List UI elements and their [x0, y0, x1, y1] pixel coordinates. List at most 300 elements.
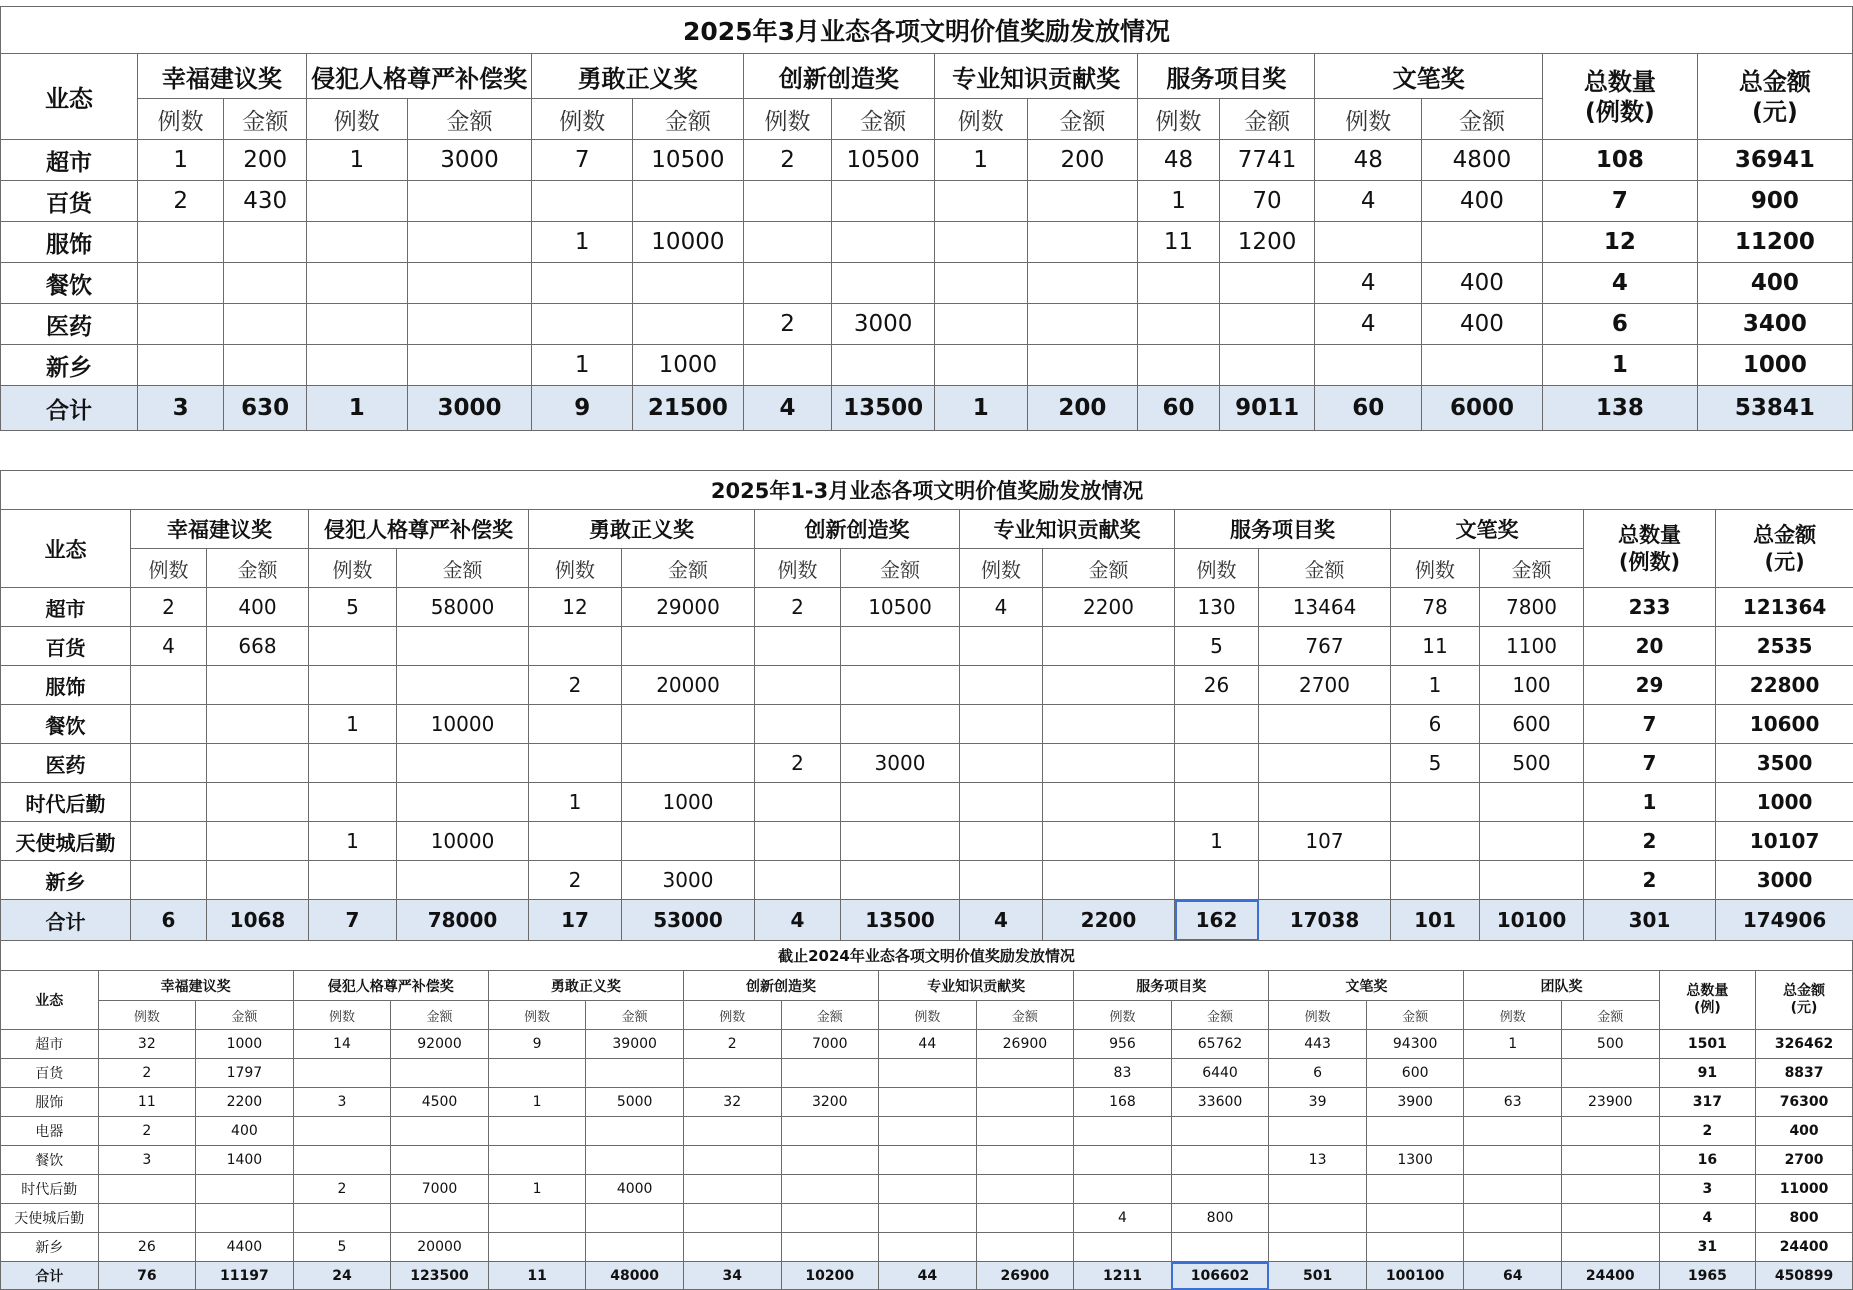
data-cell[interactable]: 1 — [488, 1088, 586, 1117]
data-cell[interactable] — [1027, 181, 1138, 222]
data-cell[interactable] — [781, 1059, 879, 1088]
data-cell[interactable] — [1259, 861, 1391, 900]
data-cell[interactable] — [1175, 861, 1259, 900]
data-cell[interactable]: 1 — [309, 705, 397, 744]
data-cell[interactable] — [207, 861, 309, 900]
total-amount-cell[interactable]: 2700 — [1756, 1146, 1853, 1175]
data-cell[interactable] — [1269, 1117, 1367, 1146]
data-cell[interactable] — [196, 1204, 294, 1233]
data-cell[interactable]: 7000 — [391, 1175, 489, 1204]
data-cell[interactable] — [306, 304, 407, 345]
data-cell[interactable]: 2 — [529, 861, 622, 900]
data-cell[interactable]: 1 — [532, 222, 633, 263]
data-cell[interactable] — [1562, 1175, 1660, 1204]
data-cell[interactable]: 83 — [1074, 1059, 1172, 1088]
data-cell[interactable] — [131, 705, 207, 744]
data-cell[interactable] — [755, 627, 841, 666]
data-cell[interactable] — [1074, 1233, 1172, 1262]
total-cell[interactable]: 1 — [306, 386, 407, 431]
data-cell[interactable] — [586, 1233, 684, 1262]
data-cell[interactable] — [1219, 304, 1315, 345]
data-cell[interactable] — [1219, 263, 1315, 304]
data-cell[interactable] — [1562, 1233, 1660, 1262]
data-cell[interactable] — [934, 304, 1027, 345]
total-cell[interactable]: 13500 — [841, 900, 960, 941]
data-cell[interactable] — [1480, 861, 1584, 900]
total-cell[interactable]: 4 — [960, 900, 1043, 941]
data-cell[interactable]: 26 — [1175, 666, 1259, 705]
data-cell[interactable]: 2 — [137, 181, 224, 222]
total-amount-cell[interactable]: 11000 — [1756, 1175, 1853, 1204]
data-cell[interactable] — [1027, 304, 1138, 345]
total-count-cell[interactable]: 91 — [1659, 1059, 1756, 1088]
data-cell[interactable] — [529, 705, 622, 744]
data-cell[interactable]: 5 — [309, 588, 397, 627]
data-cell[interactable]: 2 — [743, 140, 832, 181]
data-cell[interactable]: 48 — [1315, 140, 1422, 181]
total-cell[interactable]: 162 — [1175, 900, 1259, 941]
data-cell[interactable] — [960, 783, 1043, 822]
data-cell[interactable]: 1 — [1138, 181, 1220, 222]
data-cell[interactable]: 4 — [1315, 304, 1422, 345]
data-cell[interactable]: 4 — [1315, 181, 1422, 222]
data-cell[interactable] — [1171, 1175, 1269, 1204]
data-cell[interactable] — [1269, 1175, 1367, 1204]
data-cell[interactable] — [683, 1175, 781, 1204]
data-cell[interactable] — [781, 1146, 879, 1175]
data-cell[interactable]: 1400 — [196, 1146, 294, 1175]
data-cell[interactable] — [532, 304, 633, 345]
data-cell[interactable] — [196, 1175, 294, 1204]
total-count-cell[interactable]: 6 — [1542, 304, 1697, 345]
data-cell[interactable] — [755, 822, 841, 861]
data-cell[interactable]: 3000 — [622, 861, 755, 900]
total-amount-cell[interactable]: 800 — [1756, 1204, 1853, 1233]
data-cell[interactable] — [781, 1233, 879, 1262]
data-cell[interactable] — [960, 861, 1043, 900]
data-cell[interactable] — [960, 744, 1043, 783]
data-cell[interactable] — [1562, 1146, 1660, 1175]
data-cell[interactable] — [832, 345, 935, 386]
data-cell[interactable] — [586, 1059, 684, 1088]
total-count-cell[interactable]: 29 — [1584, 666, 1716, 705]
total-amount-cell[interactable]: 3400 — [1697, 304, 1852, 345]
total-count-cell[interactable]: 233 — [1584, 588, 1716, 627]
data-cell[interactable] — [1315, 345, 1422, 386]
data-cell[interactable]: 2200 — [1043, 588, 1175, 627]
total-count-cell[interactable]: 2 — [1659, 1117, 1756, 1146]
data-cell[interactable] — [1464, 1117, 1562, 1146]
data-cell[interactable] — [488, 1204, 586, 1233]
data-cell[interactable] — [1074, 1117, 1172, 1146]
data-cell[interactable] — [293, 1146, 391, 1175]
data-cell[interactable] — [207, 783, 309, 822]
total-amount-cell[interactable]: 174906 — [1716, 900, 1853, 941]
data-cell[interactable]: 9 — [488, 1030, 586, 1059]
data-cell[interactable]: 10000 — [397, 822, 529, 861]
data-cell[interactable] — [841, 705, 960, 744]
data-cell[interactable]: 70 — [1219, 181, 1315, 222]
data-cell[interactable] — [1422, 345, 1543, 386]
data-cell[interactable]: 2200 — [196, 1088, 294, 1117]
data-cell[interactable]: 26900 — [976, 1030, 1074, 1059]
data-cell[interactable]: 1 — [1391, 666, 1480, 705]
data-cell[interactable] — [397, 744, 529, 783]
data-cell[interactable]: 3 — [293, 1088, 391, 1117]
total-cell[interactable]: 6 — [131, 900, 207, 941]
data-cell[interactable]: 956 — [1074, 1030, 1172, 1059]
data-cell[interactable] — [1562, 1204, 1660, 1233]
data-cell[interactable] — [622, 705, 755, 744]
total-count-cell[interactable]: 7 — [1584, 705, 1716, 744]
data-cell[interactable]: 39000 — [586, 1030, 684, 1059]
data-cell[interactable]: 1 — [529, 783, 622, 822]
data-cell[interactable] — [1464, 1175, 1562, 1204]
data-cell[interactable] — [633, 263, 744, 304]
data-cell[interactable]: 1000 — [622, 783, 755, 822]
data-cell[interactable]: 1 — [306, 140, 407, 181]
total-count-cell[interactable]: 7 — [1542, 181, 1697, 222]
data-cell[interactable] — [488, 1059, 586, 1088]
data-cell[interactable] — [1175, 783, 1259, 822]
data-cell[interactable]: 7800 — [1480, 588, 1584, 627]
data-cell[interactable] — [683, 1059, 781, 1088]
data-cell[interactable]: 20000 — [622, 666, 755, 705]
data-cell[interactable]: 23900 — [1562, 1088, 1660, 1117]
data-cell[interactable]: 1 — [309, 822, 397, 861]
total-amount-cell[interactable]: 36941 — [1697, 140, 1852, 181]
data-cell[interactable] — [397, 783, 529, 822]
total-cell[interactable]: 10100 — [1480, 900, 1584, 941]
data-cell[interactable] — [960, 627, 1043, 666]
data-cell[interactable]: 400 — [1422, 304, 1543, 345]
data-cell[interactable] — [1175, 744, 1259, 783]
total-cell[interactable]: 13500 — [832, 386, 935, 431]
data-cell[interactable] — [976, 1088, 1074, 1117]
data-cell[interactable] — [1043, 783, 1175, 822]
data-cell[interactable] — [391, 1059, 489, 1088]
data-cell[interactable]: 11 — [98, 1088, 196, 1117]
data-cell[interactable] — [1138, 345, 1220, 386]
data-cell[interactable] — [1259, 705, 1391, 744]
total-count-cell[interactable]: 1965 — [1659, 1262, 1756, 1290]
data-cell[interactable]: 3000 — [832, 304, 935, 345]
data-cell[interactable] — [960, 705, 1043, 744]
data-cell[interactable]: 2 — [529, 666, 622, 705]
data-cell[interactable]: 32 — [683, 1088, 781, 1117]
data-cell[interactable]: 200 — [224, 140, 307, 181]
total-cell[interactable]: 6000 — [1422, 386, 1543, 431]
total-count-cell[interactable]: 317 — [1659, 1088, 1756, 1117]
data-cell[interactable]: 5 — [293, 1233, 391, 1262]
data-cell[interactable] — [781, 1117, 879, 1146]
total-count-cell[interactable]: 31 — [1659, 1233, 1756, 1262]
data-cell[interactable]: 130 — [1175, 588, 1259, 627]
total-cell[interactable]: 3000 — [407, 386, 532, 431]
data-cell[interactable] — [309, 861, 397, 900]
data-cell[interactable] — [407, 222, 532, 263]
data-cell[interactable]: 26 — [98, 1233, 196, 1262]
data-cell[interactable] — [683, 1233, 781, 1262]
data-cell[interactable] — [1171, 1233, 1269, 1262]
data-cell[interactable]: 3000 — [407, 140, 532, 181]
data-cell[interactable] — [755, 705, 841, 744]
data-cell[interactable]: 48 — [1138, 140, 1220, 181]
data-cell[interactable]: 3 — [98, 1146, 196, 1175]
data-cell[interactable]: 4400 — [196, 1233, 294, 1262]
data-cell[interactable] — [224, 263, 307, 304]
total-amount-cell[interactable]: 400 — [1756, 1117, 1853, 1146]
total-cell[interactable]: 200 — [1027, 386, 1138, 431]
data-cell[interactable] — [397, 627, 529, 666]
total-count-cell[interactable]: 2 — [1584, 822, 1716, 861]
data-cell[interactable] — [1422, 222, 1543, 263]
data-cell[interactable] — [137, 222, 224, 263]
data-cell[interactable] — [1366, 1204, 1464, 1233]
data-cell[interactable]: 1797 — [196, 1059, 294, 1088]
data-cell[interactable] — [1027, 222, 1138, 263]
total-cell[interactable]: 11197 — [196, 1262, 294, 1290]
data-cell[interactable]: 668 — [207, 627, 309, 666]
data-cell[interactable] — [1043, 666, 1175, 705]
data-cell[interactable] — [934, 222, 1027, 263]
data-cell[interactable] — [1027, 263, 1138, 304]
data-cell[interactable] — [1391, 822, 1480, 861]
data-cell[interactable]: 1 — [934, 140, 1027, 181]
data-cell[interactable] — [1464, 1204, 1562, 1233]
data-cell[interactable]: 63 — [1464, 1088, 1562, 1117]
total-cell[interactable]: 60 — [1315, 386, 1422, 431]
data-cell[interactable]: 2 — [755, 588, 841, 627]
data-cell[interactable]: 12 — [529, 588, 622, 627]
total-cell[interactable]: 123500 — [391, 1262, 489, 1290]
total-count-cell[interactable]: 3 — [1659, 1175, 1756, 1204]
data-cell[interactable] — [306, 345, 407, 386]
data-cell[interactable] — [622, 627, 755, 666]
total-cell[interactable]: 1211 — [1074, 1262, 1172, 1290]
total-cell[interactable]: 26900 — [976, 1262, 1074, 1290]
total-amount-cell[interactable]: 10107 — [1716, 822, 1853, 861]
data-cell[interactable]: 10000 — [397, 705, 529, 744]
total-amount-cell[interactable]: 3000 — [1716, 861, 1853, 900]
data-cell[interactable]: 11 — [1138, 222, 1220, 263]
total-cell[interactable]: 76 — [98, 1262, 196, 1290]
total-count-cell[interactable]: 1501 — [1659, 1030, 1756, 1059]
data-cell[interactable] — [488, 1117, 586, 1146]
data-cell[interactable] — [832, 181, 935, 222]
data-cell[interactable] — [1043, 705, 1175, 744]
data-cell[interactable]: 400 — [1422, 181, 1543, 222]
data-cell[interactable] — [960, 666, 1043, 705]
data-cell[interactable] — [1480, 783, 1584, 822]
data-cell[interactable] — [131, 666, 207, 705]
data-cell[interactable] — [976, 1233, 1074, 1262]
data-cell[interactable]: 767 — [1259, 627, 1391, 666]
data-cell[interactable] — [683, 1117, 781, 1146]
total-cell[interactable]: 64 — [1464, 1262, 1562, 1290]
data-cell[interactable] — [743, 345, 832, 386]
data-cell[interactable]: 600 — [1366, 1059, 1464, 1088]
data-cell[interactable] — [841, 783, 960, 822]
total-cell[interactable]: 44 — [879, 1262, 977, 1290]
total-cell[interactable]: 9 — [532, 386, 633, 431]
data-cell[interactable] — [309, 666, 397, 705]
data-cell[interactable] — [137, 304, 224, 345]
data-cell[interactable] — [683, 1146, 781, 1175]
data-cell[interactable] — [309, 783, 397, 822]
data-cell[interactable]: 1 — [532, 345, 633, 386]
total-amount-cell[interactable]: 53841 — [1697, 386, 1852, 431]
data-cell[interactable]: 400 — [1422, 263, 1543, 304]
data-cell[interactable]: 10500 — [841, 588, 960, 627]
data-cell[interactable] — [1171, 1146, 1269, 1175]
total-cell[interactable]: 4 — [743, 386, 832, 431]
data-cell[interactable]: 1100 — [1480, 627, 1584, 666]
data-cell[interactable] — [879, 1233, 977, 1262]
data-cell[interactable]: 1300 — [1366, 1146, 1464, 1175]
data-cell[interactable]: 100 — [1480, 666, 1584, 705]
data-cell[interactable] — [1043, 627, 1175, 666]
data-cell[interactable]: 400 — [207, 588, 309, 627]
total-cell[interactable]: 1 — [934, 386, 1027, 431]
data-cell[interactable] — [407, 263, 532, 304]
data-cell[interactable] — [832, 222, 935, 263]
total-cell[interactable]: 78000 — [397, 900, 529, 941]
data-cell[interactable] — [1175, 705, 1259, 744]
data-cell[interactable] — [306, 181, 407, 222]
data-cell[interactable]: 10500 — [832, 140, 935, 181]
total-amount-cell[interactable]: 450899 — [1756, 1262, 1853, 1290]
total-amount-cell[interactable]: 11200 — [1697, 222, 1852, 263]
data-cell[interactable] — [407, 304, 532, 345]
data-cell[interactable]: 6 — [1269, 1059, 1367, 1088]
data-cell[interactable]: 400 — [196, 1117, 294, 1146]
data-cell[interactable]: 500 — [1562, 1030, 1660, 1059]
data-cell[interactable]: 7741 — [1219, 140, 1315, 181]
data-cell[interactable] — [1366, 1175, 1464, 1204]
data-cell[interactable] — [532, 181, 633, 222]
data-cell[interactable] — [98, 1204, 196, 1233]
data-cell[interactable] — [1043, 861, 1175, 900]
data-cell[interactable] — [976, 1059, 1074, 1088]
data-cell[interactable] — [207, 705, 309, 744]
data-cell[interactable]: 13464 — [1259, 588, 1391, 627]
data-cell[interactable] — [841, 861, 960, 900]
data-cell[interactable] — [1562, 1059, 1660, 1088]
data-cell[interactable] — [879, 1059, 977, 1088]
data-cell[interactable] — [224, 304, 307, 345]
data-cell[interactable]: 1 — [137, 140, 224, 181]
data-cell[interactable] — [976, 1204, 1074, 1233]
total-cell[interactable]: 1068 — [207, 900, 309, 941]
data-cell[interactable] — [306, 263, 407, 304]
data-cell[interactable]: 1 — [488, 1175, 586, 1204]
data-cell[interactable]: 107 — [1259, 822, 1391, 861]
data-cell[interactable] — [1464, 1146, 1562, 1175]
total-count-cell[interactable]: 2 — [1584, 861, 1716, 900]
data-cell[interactable]: 7 — [532, 140, 633, 181]
total-cell[interactable]: 106602 — [1171, 1262, 1269, 1290]
data-cell[interactable] — [1269, 1233, 1367, 1262]
data-cell[interactable]: 4 — [1074, 1204, 1172, 1233]
data-cell[interactable] — [781, 1175, 879, 1204]
data-cell[interactable]: 3900 — [1366, 1088, 1464, 1117]
data-cell[interactable] — [407, 345, 532, 386]
data-cell[interactable] — [743, 222, 832, 263]
data-cell[interactable] — [1315, 222, 1422, 263]
data-cell[interactable]: 14 — [293, 1030, 391, 1059]
data-cell[interactable] — [397, 666, 529, 705]
total-cell[interactable]: 101 — [1391, 900, 1480, 941]
data-cell[interactable] — [98, 1175, 196, 1204]
data-cell[interactable] — [976, 1175, 1074, 1204]
data-cell[interactable] — [1366, 1117, 1464, 1146]
data-cell[interactable] — [622, 822, 755, 861]
data-cell[interactable]: 4000 — [586, 1175, 684, 1204]
total-cell[interactable]: 21500 — [633, 386, 744, 431]
data-cell[interactable] — [207, 744, 309, 783]
data-cell[interactable] — [960, 822, 1043, 861]
data-cell[interactable] — [1259, 783, 1391, 822]
data-cell[interactable] — [1269, 1204, 1367, 1233]
data-cell[interactable] — [1074, 1146, 1172, 1175]
total-amount-cell[interactable]: 900 — [1697, 181, 1852, 222]
total-amount-cell[interactable]: 400 — [1697, 263, 1852, 304]
data-cell[interactable] — [633, 181, 744, 222]
total-cell[interactable]: 630 — [224, 386, 307, 431]
data-cell[interactable]: 29000 — [622, 588, 755, 627]
data-cell[interactable]: 13 — [1269, 1146, 1367, 1175]
data-cell[interactable] — [397, 861, 529, 900]
data-cell[interactable] — [633, 304, 744, 345]
total-cell[interactable]: 100100 — [1366, 1262, 1464, 1290]
total-amount-cell[interactable]: 8837 — [1756, 1059, 1853, 1088]
data-cell[interactable] — [743, 181, 832, 222]
total-count-cell[interactable]: 1 — [1542, 345, 1697, 386]
total-count-cell[interactable]: 7 — [1584, 744, 1716, 783]
data-cell[interactable] — [934, 263, 1027, 304]
data-cell[interactable] — [586, 1204, 684, 1233]
data-cell[interactable] — [755, 783, 841, 822]
data-cell[interactable]: 4800 — [1422, 140, 1543, 181]
data-cell[interactable]: 600 — [1480, 705, 1584, 744]
data-cell[interactable] — [407, 181, 532, 222]
data-cell[interactable]: 4 — [131, 627, 207, 666]
total-cell[interactable]: 17 — [529, 900, 622, 941]
data-cell[interactable] — [622, 744, 755, 783]
data-cell[interactable]: 4 — [1315, 263, 1422, 304]
data-cell[interactable]: 1000 — [633, 345, 744, 386]
data-cell[interactable]: 33600 — [1171, 1088, 1269, 1117]
data-cell[interactable]: 78 — [1391, 588, 1480, 627]
total-cell[interactable]: 34 — [683, 1262, 781, 1290]
total-cell[interactable]: 3 — [137, 386, 224, 431]
data-cell[interactable] — [309, 744, 397, 783]
data-cell[interactable] — [683, 1204, 781, 1233]
data-cell[interactable]: 443 — [1269, 1030, 1367, 1059]
data-cell[interactable]: 1 — [1464, 1030, 1562, 1059]
data-cell[interactable] — [1259, 744, 1391, 783]
data-cell[interactable]: 4 — [960, 588, 1043, 627]
data-cell[interactable]: 6 — [1391, 705, 1480, 744]
total-amount-cell[interactable]: 22800 — [1716, 666, 1853, 705]
total-count-cell[interactable]: 16 — [1659, 1146, 1756, 1175]
total-count-cell[interactable]: 20 — [1584, 627, 1716, 666]
data-cell[interactable]: 5 — [1391, 744, 1480, 783]
total-cell[interactable]: 11 — [488, 1262, 586, 1290]
data-cell[interactable]: 39 — [1269, 1088, 1367, 1117]
data-cell[interactable] — [1464, 1059, 1562, 1088]
